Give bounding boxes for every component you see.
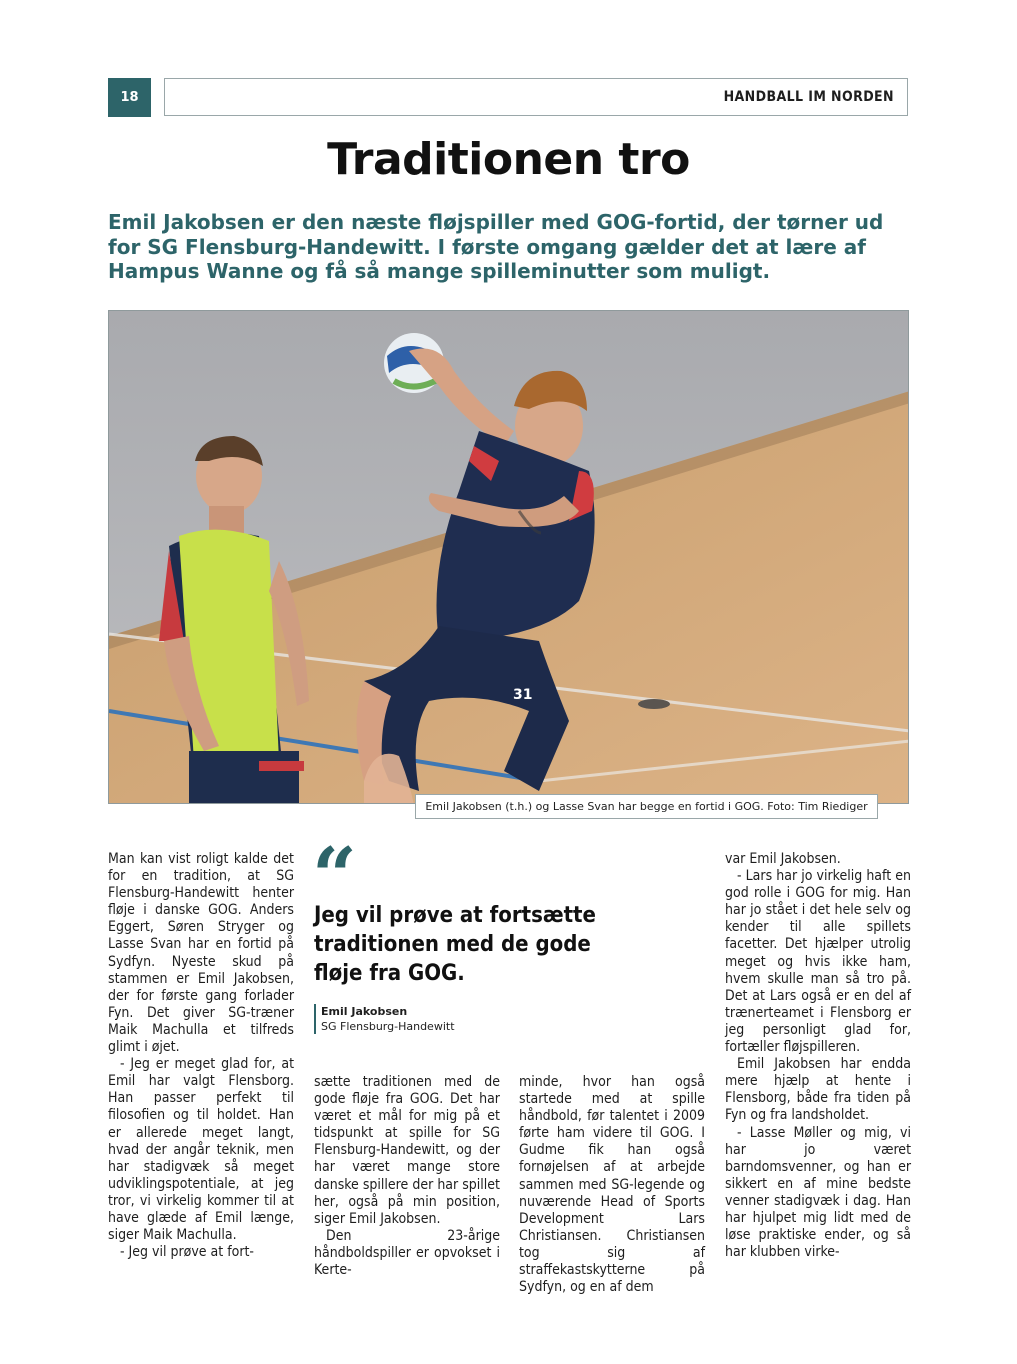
quote-attribution: [314, 1004, 455, 1034]
paragraph: - Lasse Møller og mig, vi har jo været barndomsvenner, og han er sikkert en af mine bedste venner stadigvæk i dag. Han har hjulpet mig lidt med de løse praktiske ender, og så har klubben virke-: [725, 1124, 911, 1261]
paragraph: - Jeg er meget glad for, at Emil har valgt Flensborg. Han passer perfekt til filosofien og til holdet. Han er allerede meget langt, hvad der angår teknik, men har stadigvæk så meget udviklingspotentiale, at jeg tror, vi virkelig kommer til at have glæde af Emil længe, siger Maik Machulla.: [108, 1056, 294, 1244]
paragraph: sætte traditionen med de gode fløje fra GOG. Det har været et mål for mig på et tidspunkt at spille for SG Flensburg-Handewitt, og der har været mange store danske spillere der har spillet her, også på min position, siger Emil Jakobsen.: [314, 1074, 500, 1227]
text-column-1: [108, 851, 294, 1261]
text-column-4: [725, 851, 911, 1261]
paragraph: minde, hvor han også startede med at spille håndbold, før talentet i 2009 førte ham videre til GOG. I Gudme fik han også fornøjelsen af at arbejde sammen med SG-legende og nuværende Head of Sports Development Lars Christiansen. Christiansen tog sig af straffekastskytterne på Sydfyn, og en af dem: [519, 1074, 705, 1296]
quote-mark-icon: “: [312, 831, 357, 922]
article-title: Traditionen tro: [327, 134, 690, 185]
pull-quote: Jeg vil prøve at fortsætte traditionen med de gode fløje fra GOG.: [314, 903, 596, 986]
paragraph: Den 23-årige håndboldspiller er opvokset i Kerte-: [314, 1227, 500, 1279]
page-number: 18: [108, 78, 151, 117]
jersey-number: 31: [513, 687, 533, 703]
paragraph: - Lars har jo virkelig haft en god rolle i GOG for mig. Han har jo stået i det hele selv og kender til alle spillets facetter. Det hjælper utrolig meget og hvis ikke ham, hvem skulle man så tro på. Det at Lars også er en del af trænerteamet i Flensborg er jeg personligt glad for, fortæller fløjspilleren.: [725, 868, 911, 1056]
article-lead: Emil Jakobsen er den næste fløjspiller med GOG-fortid, der tørner ud for SG Flensburg-Handewitt. I første omgang gælder det at lære af Hampus Wanne og få så mange spilleminutter som muligt.: [108, 210, 884, 283]
quote-author-name: Emil Jakobsen: [321, 1005, 408, 1018]
paragraph: Emil Jakobsen har endda mere hjælp at hente i Flensborg, både fra tiden på Fyn og fra landsholdet.: [725, 1056, 911, 1124]
text-column-3: [519, 1074, 705, 1296]
paragraph: - Jeg vil prøve at fort-: [120, 1244, 254, 1261]
paragraph: Man kan vist roligt kalde det for en tradition, at SG Flensburg-Handewitt henter fløje i danske GOG. Anders Eggert, Søren Stryger og Lasse Svan har en fortid på Sydfyn. Nyeste skud på stammen er Emil Jakobsen, der for første gang forlader Fyn. Det giver SG-træner Maik Machulla et tilfreds glimt i øjet.: [108, 851, 294, 1056]
section-title: HANDBALL IM NORDEN: [164, 78, 908, 116]
paragraph: var Emil Jakobsen.: [725, 851, 841, 867]
quote-author-affiliation: SG Flensburg-Handewitt: [321, 1020, 455, 1033]
photo-caption: Emil Jakobsen (t.h.) og Lasse Svan har begge en fortid i GOG. Foto: Tim Riediger: [415, 794, 878, 819]
text-column-2: [314, 1074, 500, 1279]
article-photo: [108, 310, 909, 804]
